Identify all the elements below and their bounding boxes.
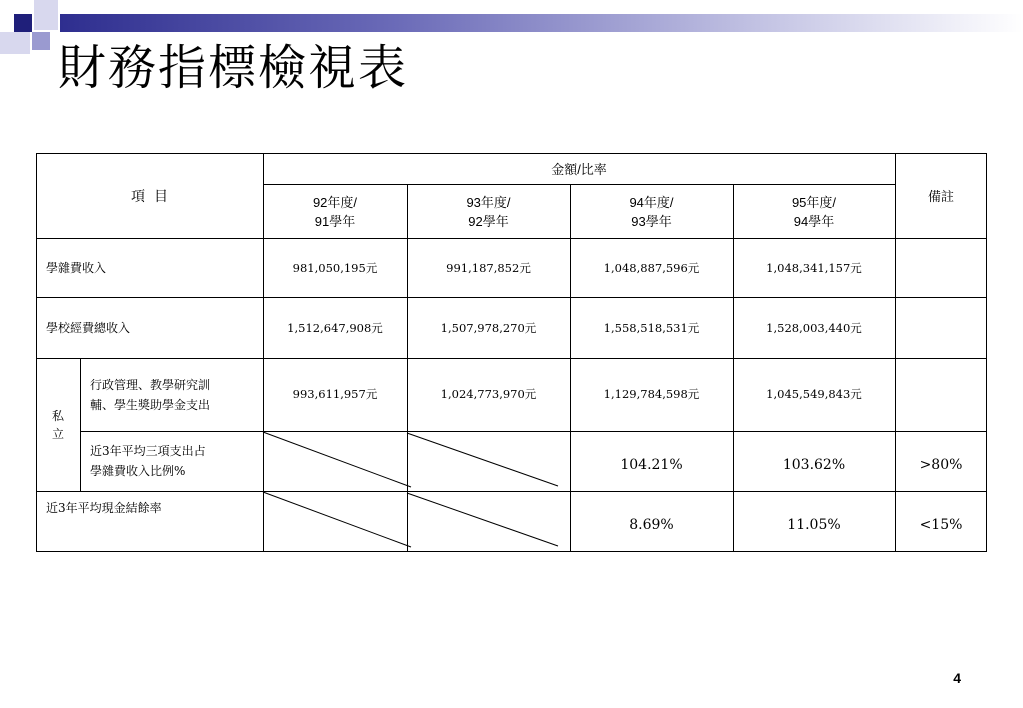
- table-cell: [733, 491, 895, 551]
- header-item-label: 項 目: [131, 188, 168, 205]
- remark-value: >80%: [919, 457, 963, 473]
- cell-value: 1,512,647,908元: [287, 320, 383, 335]
- private-label-line2: 立: [51, 426, 64, 441]
- row-label-line2: 輔、學生獎助學金支出: [90, 397, 211, 412]
- table-cell: [733, 431, 895, 491]
- table-cell: [407, 238, 570, 297]
- year-line1: 94年度/: [629, 195, 674, 210]
- cell-value: 103.62%: [782, 457, 846, 473]
- table-cell: [263, 238, 407, 297]
- header-amount-ratio: [263, 153, 895, 184]
- cell-value: 993,611,957元: [292, 387, 378, 401]
- row-label-text: 近3年平均現金結餘率: [46, 501, 162, 515]
- page-title: 財務指標檢視表: [58, 40, 409, 96]
- header-item: [36, 153, 263, 238]
- decor-square-4: [32, 32, 50, 50]
- row-label-ratio: [80, 431, 263, 491]
- year-line1: 93年度/: [466, 195, 511, 210]
- table-cell: [733, 358, 895, 431]
- private-group-label: [36, 358, 80, 491]
- cell-value: 1,558,518,531元: [603, 320, 700, 335]
- cell-value: 11.05%: [787, 517, 841, 533]
- row-label-text: 學雜費收入: [46, 261, 107, 275]
- table-cell: [570, 238, 733, 297]
- row-label-line1: 行政管理、教學研究訓: [90, 377, 211, 392]
- financial-indicator-table: [36, 153, 987, 552]
- table-cell: [733, 238, 895, 297]
- row-label-line2: 學雜費收入比例%: [90, 464, 186, 478]
- header-remark: [895, 153, 987, 238]
- cell-value: 1,048,341,157元: [766, 260, 862, 275]
- table-cell: [570, 297, 733, 358]
- row-label-cash-surplus: [36, 491, 263, 551]
- table-cell: [263, 358, 407, 431]
- cell-value: 1,048,887,596元: [603, 260, 700, 275]
- header-year-1: [263, 184, 407, 238]
- table-cell: [263, 297, 407, 358]
- decor-square-2: [34, 0, 58, 30]
- page-number: 4: [953, 670, 961, 686]
- row-label-tuition: [36, 238, 263, 297]
- header-amount-ratio-label: 金額/比率: [551, 162, 607, 177]
- row-label-line1: 近3年平均三項支出占: [90, 444, 206, 458]
- row-label-three-expenses: [80, 358, 263, 431]
- year-line1: 92年度/: [312, 195, 358, 210]
- cell-value: 1,507,978,270元: [440, 320, 537, 335]
- row-label-total-income: [36, 297, 263, 358]
- header-year-3: [570, 184, 733, 238]
- table-cell: [407, 297, 570, 358]
- remark-value: <15%: [919, 517, 963, 533]
- year-line2: 91學年: [314, 214, 356, 229]
- cell-value: 104.21%: [620, 457, 683, 473]
- row-label-text: 學校經費總收入: [46, 321, 131, 335]
- cell-value: 1,528,003,440元: [766, 320, 862, 335]
- header-gradient-bar: [60, 14, 1023, 32]
- year-line2: 94學年: [793, 214, 835, 229]
- table-cell: [733, 297, 895, 358]
- remark-cell: [895, 431, 987, 491]
- table-cell: [570, 431, 733, 491]
- year-line2: 92學年: [468, 214, 509, 229]
- cell-value: 1,129,784,598元: [603, 387, 700, 401]
- header-year-4: [733, 184, 895, 238]
- private-label-line1: 私: [51, 408, 64, 423]
- header-year-2: [407, 184, 570, 238]
- year-line2: 93學年: [631, 214, 672, 229]
- remark-cell: [895, 491, 987, 551]
- cell-value: 981,050,195元: [292, 260, 378, 275]
- decor-square-1: [14, 14, 32, 32]
- header-remark-label: 備註: [927, 189, 954, 204]
- cell-value: 1,024,773,970元: [440, 387, 537, 401]
- table-cell: [407, 358, 570, 431]
- decor-square-3: [0, 32, 30, 54]
- year-line1: 95年度/: [791, 195, 837, 210]
- table-cell: [570, 491, 733, 551]
- cell-value: 991,187,852元: [446, 260, 531, 275]
- cell-value: 1,045,549,843元: [766, 387, 862, 401]
- cell-value: 8.69%: [629, 517, 674, 533]
- table-cell: [570, 358, 733, 431]
